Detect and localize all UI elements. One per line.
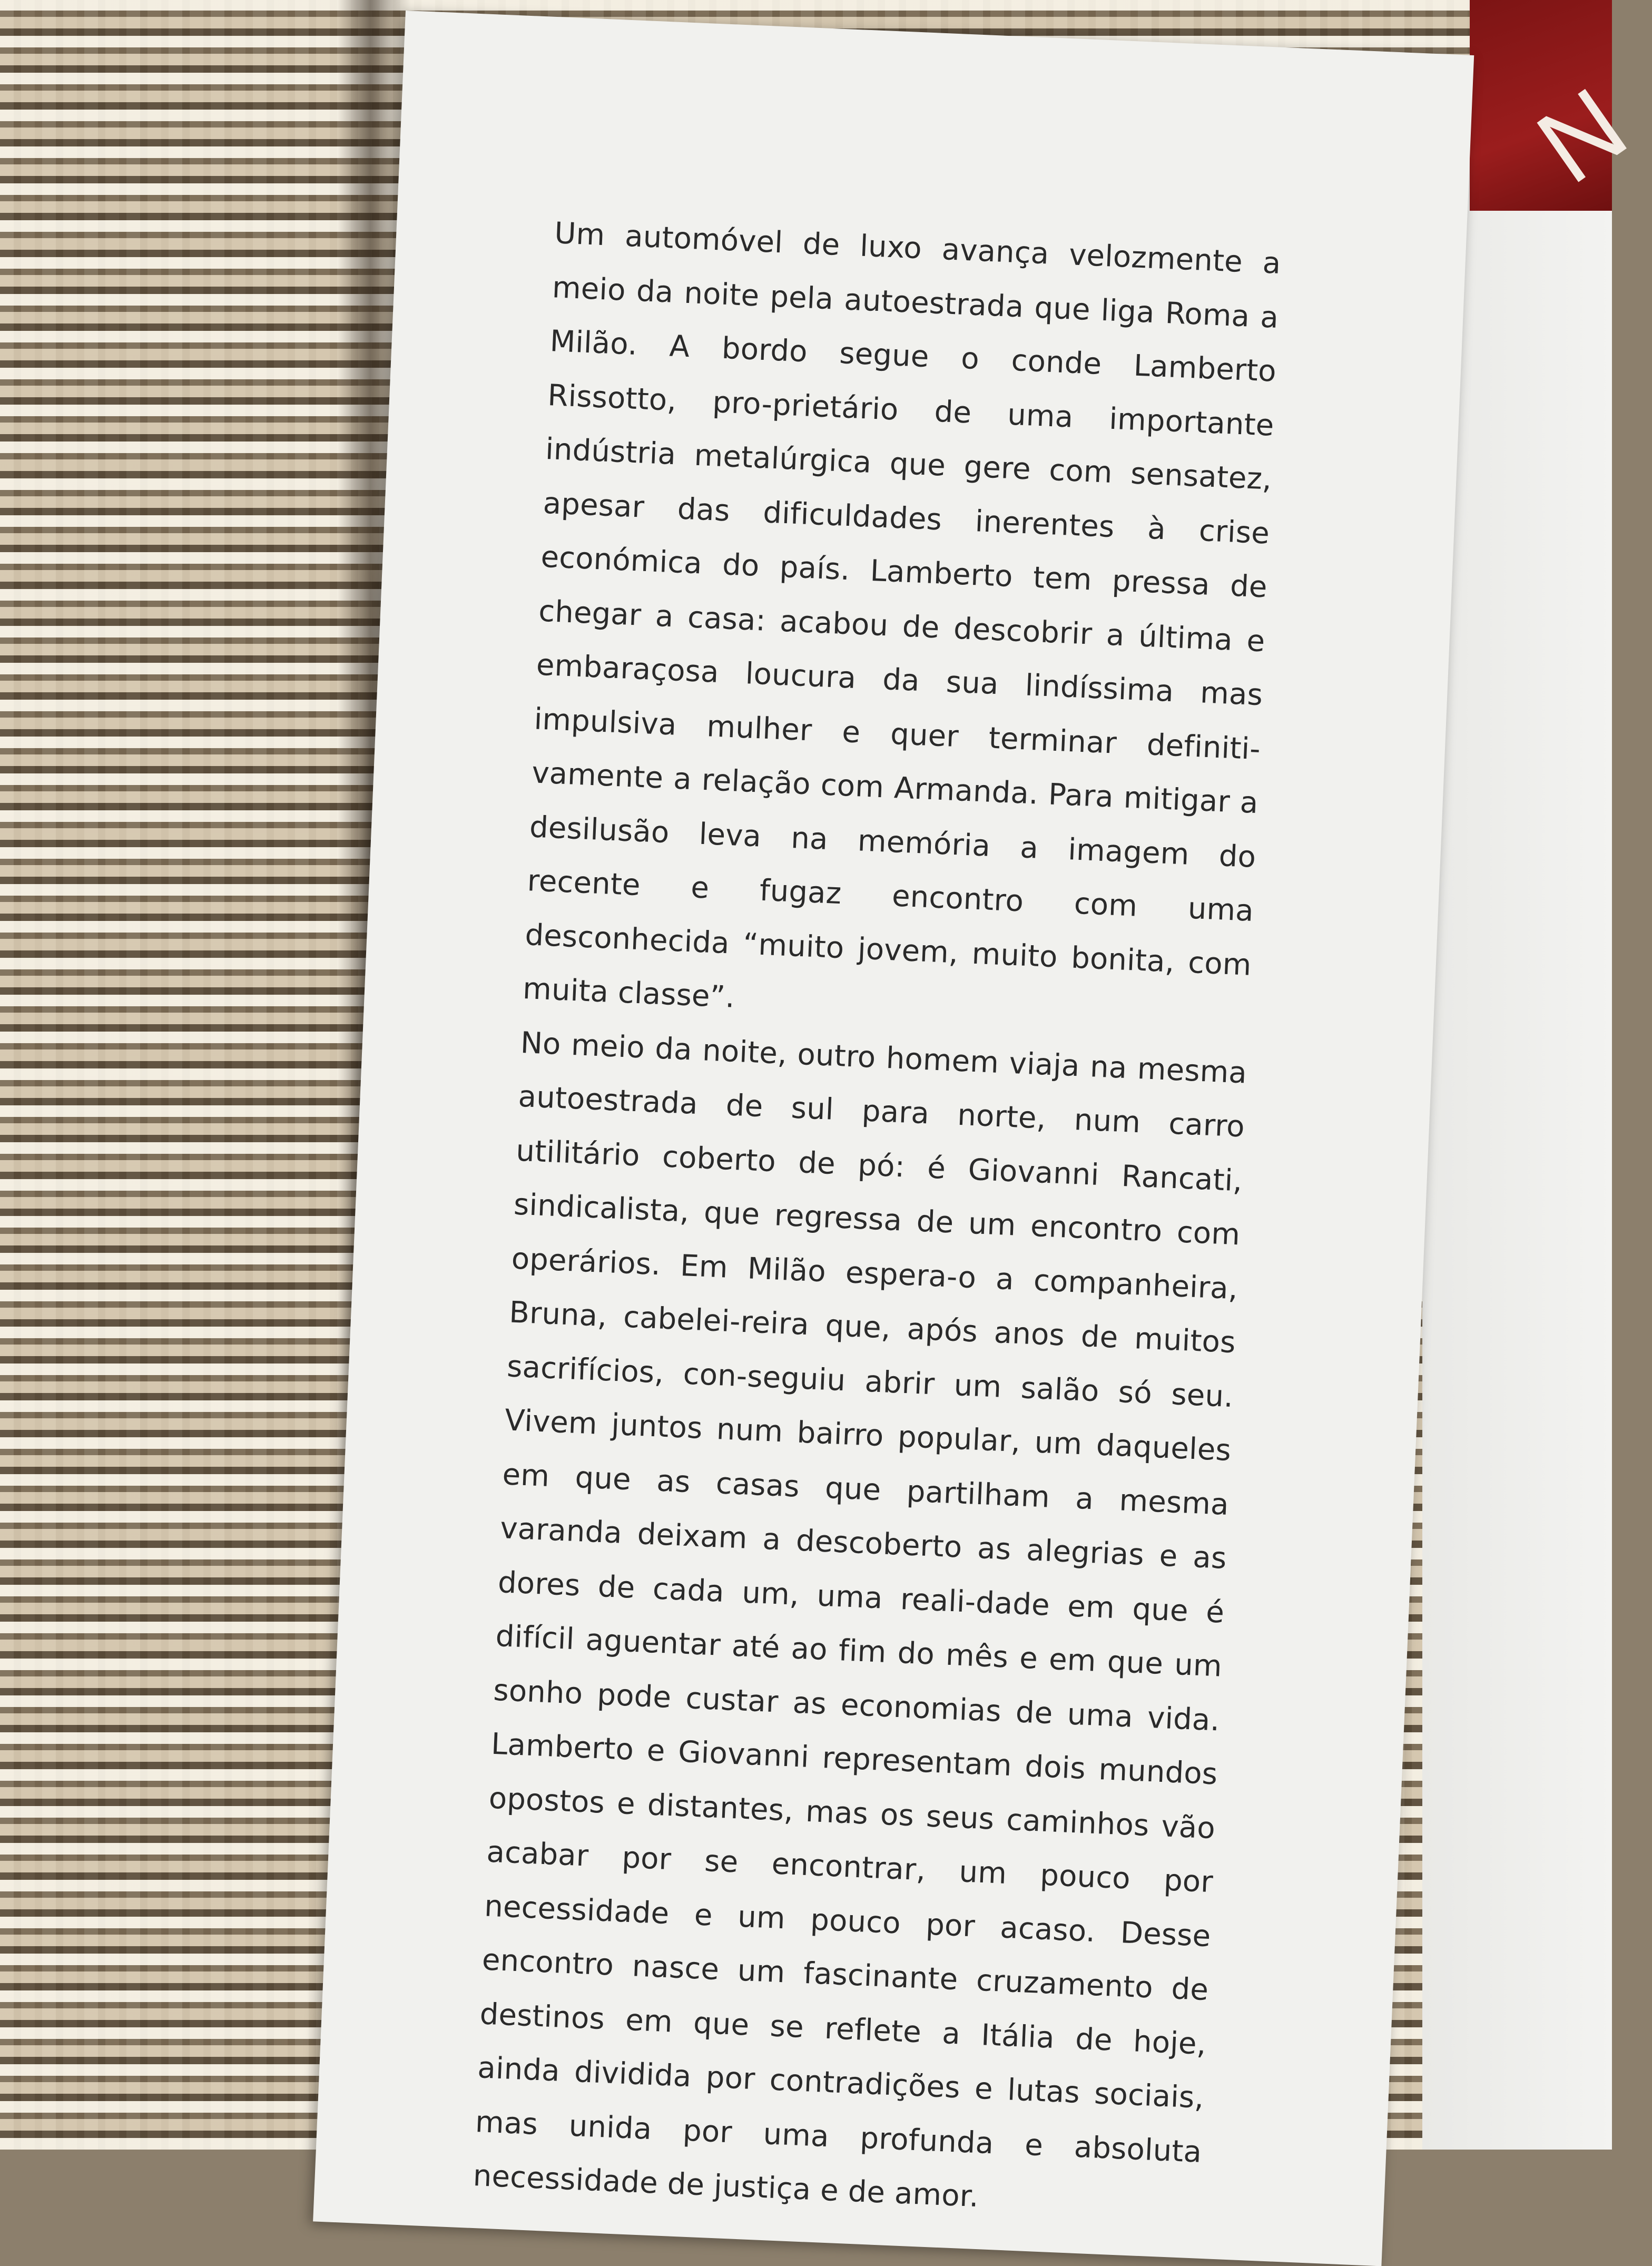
blurb-paragraph-1: Um automóvel de luxo avança velozmente a meio da noite pela autoestrada que liga Roma a Milão. A bordo segue o conde Lamberto Rissotto, pro-prietário de uma importante indústria metalúrgica que gere com sensatez, apesar das dificuldades inerentes à crise económica do país. Lamberto tem pressa de chegar a casa: acabou de descobrir a última e embaraçosa loucura da sua lindíssima mas impulsiva mulher e quer terminar definiti-vamente a relação com Armanda. Para mitigar a desilusão leva na memória a imagem do recente e fugaz encontro com uma desconhecida “muito jovem, muito bonita, com muita classe”. <box>522 216 1282 1015</box>
blurb-card <box>313 11 1474 2266</box>
book-corner-letter: N <box>1517 62 1651 206</box>
blurb-text <box>472 207 1282 2233</box>
blurb-paragraph-2: No meio da noite, outro homem viaja na mesma autoestrada de sul para norte, num carro utilitário coberto de pó: é Giovanni Rancati, sindicalista, que regressa de um encontro com operários. Em Milão espera-o a companheira, Bruna, cabelei-reira que, após anos de muitos sacrifícios, con-seguiu abrir um salão só seu. Vivem juntos num bairro popular, um daqueles em que as casas que partilham a mesma varanda deixam a descoberto as alegrias e as dores de cada um, uma reali-dade em que é difícil aguentar até ao fim do mês e em que um sonho pode custar as economias de uma vida. Lamberto e Giovanni representam dois mundos opostos e distantes, mas os seus caminhos vão acabar por se encontrar, um pouco por necessidade e um pouco por acaso. Desse encontro nasce um fascinante cruzamento de destinos em que se reflete a Itália de hoje, ainda dividida por contradições e lutas sociais, mas unida por uma profunda e absoluta necessidade de justiça e de amor. <box>472 1025 1248 2214</box>
